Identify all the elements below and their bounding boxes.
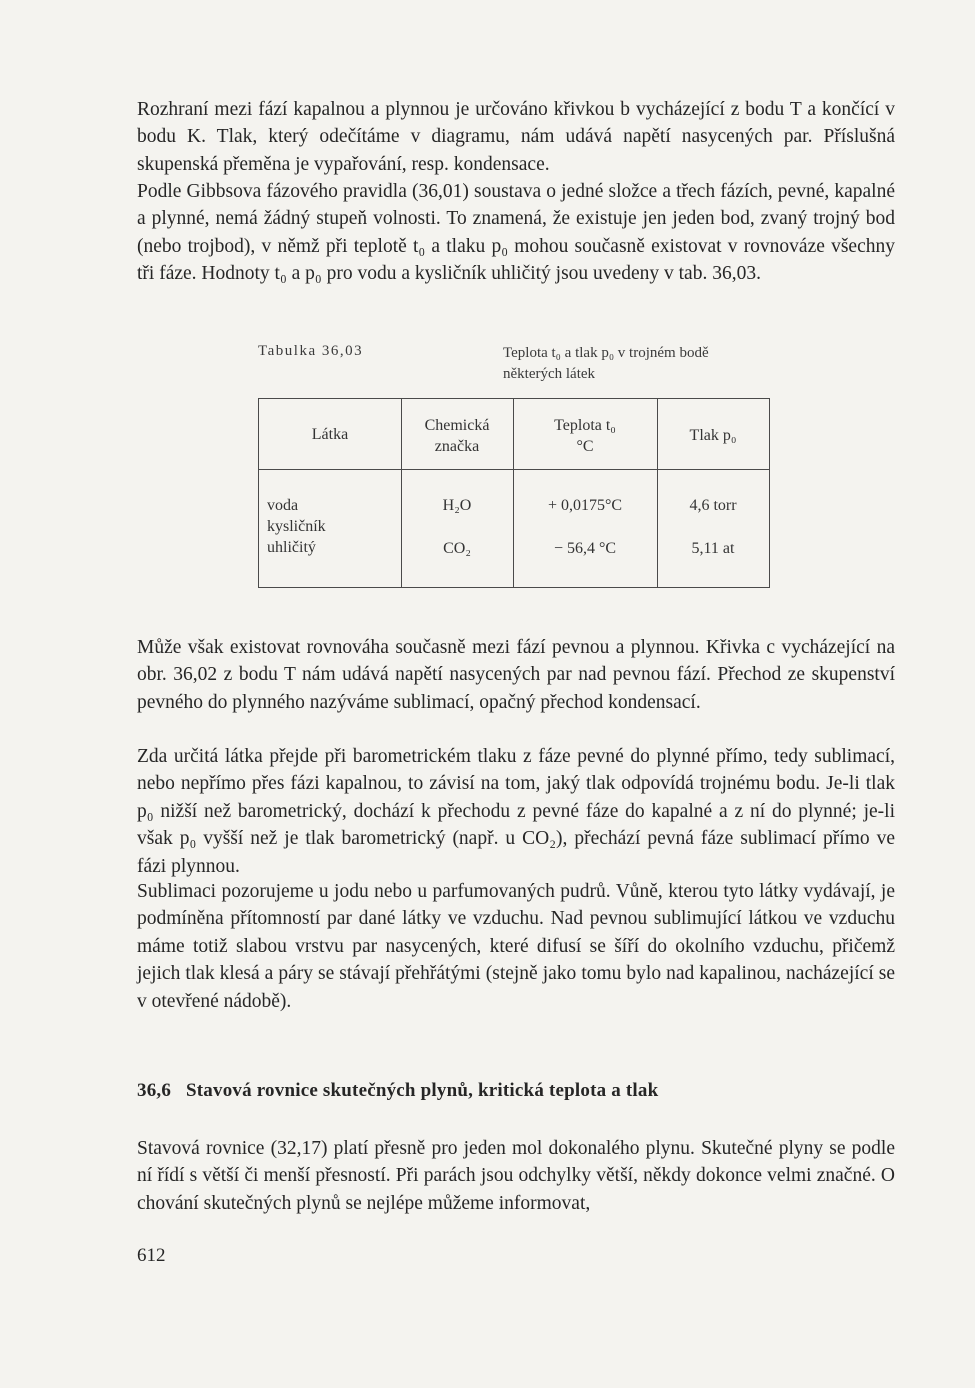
row-water-pressure: 4,6 torr [689, 497, 737, 514]
section-number: 36,6 [137, 1080, 172, 1101]
paragraph-sublimation-equilibrium: Může však existovat rovnováha současně mezi fází pevnou a plynnou. Křivka c vycházející na obr. 36,02 z bodu T nám udává napětí nasycených par nad pevnou fází. Přechod ze skupenství pevného do plynného nazýváme sublimací, opačný přechod kondensací. [137, 637, 895, 713]
row-co2-temperature: − 56,4 °C [553, 540, 617, 557]
table-header-divider [259, 469, 769, 470]
row-co2-pressure: 5,11 at [691, 540, 735, 557]
page-number: 612 [137, 1245, 166, 1266]
table-title-line-2: některých látek [503, 366, 596, 382]
table-title [503, 343, 803, 385]
table-title-line-1: Teplota t₀ a tlak p₀ v trojném bodě [503, 345, 709, 361]
header-pressure: Tlak p₀ [689, 427, 737, 444]
paragraph-real-gases: Stavová rovnice (32,17) platí přesně pro jeden mol dokonalého plynu. Skutečné plyny se podle ní řídí s větší či menší přesností. Při parách jsou odchylky větší, někdy dokonce velmi značné. O chování skutečných plynů se nejlépe můžeme informovat, [137, 1138, 895, 1214]
row-water-substance: voda [267, 497, 299, 514]
row-water-temperature: + 0,0175°C [547, 497, 623, 514]
table-caption: Tabulka 36,03 [258, 343, 364, 359]
row-water-formula: H₂O [442, 497, 472, 514]
header-formula: Chemická značka [424, 417, 490, 455]
paragraph-gibbs-phase-rule: Podle Gibbsova fázového pravidla (36,01) soustava o jedné složce a třech fázích, pevné, kapalné a plynné, nemá žádný stupeň volnosti. To znamená, že existuje jen jeden bod, zvaný trojný bod (nebo trojbod), v němž při teplotě t₀ a tlaku p₀ mohou současně existovat v rovnováze všechny tři fáze. Hodnoty t₀ a p₀ pro vodu a kysličník uhličitý jsou uvedeny v tab. 36,03. [137, 181, 895, 285]
paragraph-sublimation-examples: Sublimaci pozorujeme u jodu nebo u parfumovaných pudrů. Vůně, kterou tyto látky vydávají, je podmíněna přítomností par dané látky ve vzduchu. Nad pevnou sublimující látkou ve vzduchu máme totiž slabou vrstvu par nasycených, které difusí se šíří do okolního vzduchu, přičemž jejich tlak klesá a páry se stávají přehřátými (stejně jako tomu bylo nad kapalinou, nacházející se v otevřené nádobě). [137, 881, 895, 1012]
row-co2-formula: CO₂ [443, 540, 471, 557]
section-heading [137, 1080, 658, 1102]
row-co2-substance: kysličník uhličitý [267, 518, 326, 556]
header-temperature: Teplota t₀ °C [554, 417, 616, 455]
paragraph-liquid-gas-boundary: Rozhraní mezi fází kapalnou a plynnou je určováno křivkou b vycházející z bodu T a končící v bodu K. Tlak, který odečítáme v diagramu, nám udává napětí nasycených par. Příslušná skupenská přeměna je vypařování, resp. kondensace. [137, 99, 895, 175]
section-title: Stavová rovnice skutečných plynů, kritická teplota a tlak [186, 1080, 659, 1101]
header-substance: Látka [311, 426, 349, 443]
triple-point-table [258, 398, 770, 588]
paragraph-triple-point-pressure: Zda určitá látka přejde při barometrickém tlaku z fáze pevné do plynné přímo, tedy sublimací, nebo nepřímo přes fázi kapalnou, to závisí na tom, jaký tlak odpovídá trojnému bodu. Je-li tlak p₀ nižší než barometrický, dochází k přechodu z pevné fáze do kapalné a z ní do plynné; je-li však p₀ vyšší než je tlak barometrický (např. u CO₂), přechází pevná fáze sublimací přímo ve fázi plynnou. [137, 746, 895, 877]
